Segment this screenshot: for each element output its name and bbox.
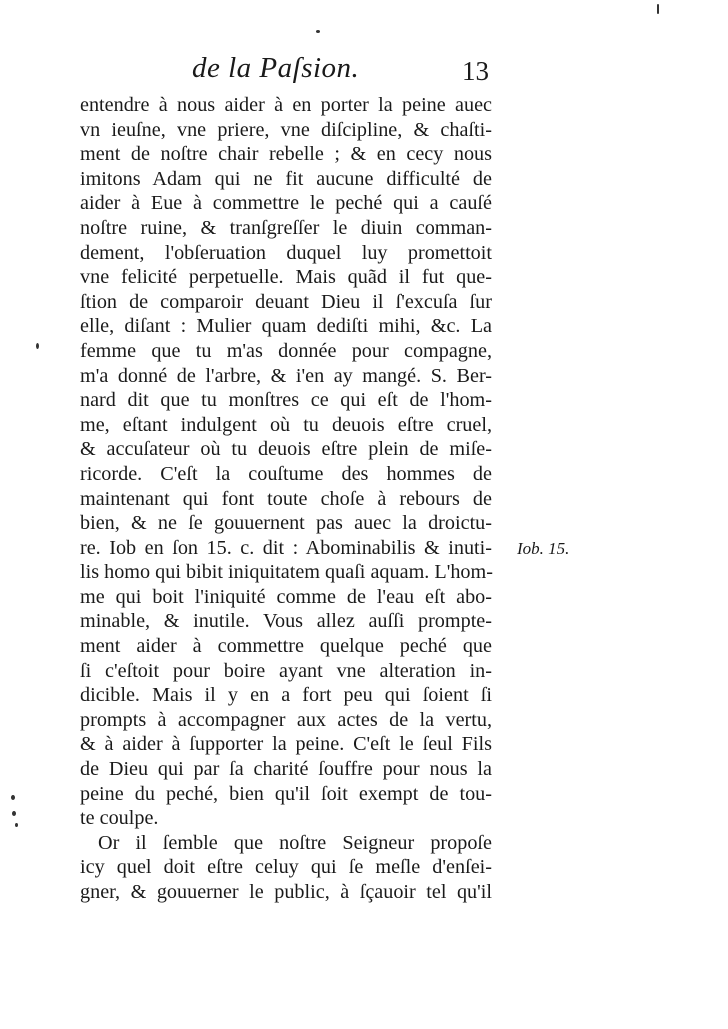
text-line: lis homo qui bibit iniquitatem quaſi aquam. L'hom-	[80, 561, 493, 584]
text-line: imitons Adam qui ne fit aucune difficulté de	[80, 167, 492, 190]
text-line: me, eſtant indulgent où tu deuois eſtre cruel,	[80, 413, 492, 436]
text-line: ſtion de comparoir deuant Dieu il ſ'excuſa ſur	[80, 290, 492, 313]
text-line: re. Iob en ſon 15. c. dit : Abominabilis & inuti-	[80, 536, 492, 559]
text-line: ricorde. C'eſt la couſtume des hommes de	[80, 462, 492, 485]
text-line: bien, & ne ſe gouuernent pas auec la droictu-	[80, 512, 492, 535]
text-line: vne felicité perpetuelle. Mais quãd il fut que-	[80, 266, 492, 289]
text-line: gner, & gouuerner le public, à ſçauoir tel qu'il	[80, 881, 492, 903]
running-title: de la Paſsion.	[192, 52, 360, 84]
text-line: noſtre ruine, & tranſgreſſer le diuin comman-	[80, 216, 492, 239]
text-line: maintenant qui font toute choſe à rebours de	[80, 487, 492, 510]
text-line: ment de noſtre chair rebelle ; & en cecy nous	[80, 143, 492, 166]
ink-speck	[12, 811, 16, 816]
text-line: dement, l'obſeruation duquel luy promettoit	[80, 241, 492, 264]
text-line: m'a donné de l'arbre, & i'en ay mangé. S. Ber-	[80, 364, 492, 387]
text-line: te coulpe.	[80, 807, 159, 830]
page-number: 13	[462, 56, 489, 86]
text-line: femme que tu m'as donnée pour compagne,	[80, 339, 492, 362]
text-line: ment aider à commettre quelque peché que	[80, 635, 492, 658]
text-line: me qui boit l'iniquité comme de l'eau eſt abo-	[80, 585, 492, 608]
ink-speck	[36, 343, 39, 349]
ink-speck	[316, 30, 320, 33]
text-line: minable, & inutile. Vous allez auſſi prompte-	[80, 610, 492, 633]
text-line: prompts à accompagner aux actes de la vertu,	[80, 708, 492, 731]
text-line: & accuſateur où tu deuois eſtre plein de miſe-	[80, 438, 492, 461]
text-line: elle, diſant : Mulier quam dediſti mihi, &c. La	[80, 315, 492, 338]
text-line: icy quel doit eſtre celuy qui ſe meſle d'enſei-	[80, 856, 492, 879]
margin-note: Iob. 15.	[517, 539, 570, 558]
text-line: peine du peché, bien qu'il ſoit exempt de tou-	[80, 782, 492, 805]
text-line: dicible. Mais il y en a fort peu qui ſoient ſi	[80, 684, 492, 707]
text-line: vn ieuſne, vne priere, vne diſcipline, & chaſti-	[80, 118, 492, 141]
text-line: Or il ſemble que noſtre Seigneur propoſe	[98, 831, 492, 854]
text-line: entendre à nous aider à en porter la peine auec	[80, 94, 492, 116]
text-line: nard dit que tu monſtres ce qui eſt de l'hom-	[80, 389, 492, 412]
text-line: aider à Eue à commettre le peché qui a cauſé	[80, 192, 492, 215]
ink-speck	[15, 823, 18, 827]
text-line: de Dieu qui par ſa charité ſouffre pour nous la	[80, 758, 492, 781]
ink-speck	[657, 4, 659, 14]
text-line: & à aider à ſupporter la peine. C'eſt le ſeul Fils	[80, 733, 492, 756]
text-line: ſi c'eſtoit pour boire ayant vne alteration in-	[80, 659, 492, 682]
ink-speck	[11, 795, 15, 800]
body-text	[80, 93, 492, 905]
